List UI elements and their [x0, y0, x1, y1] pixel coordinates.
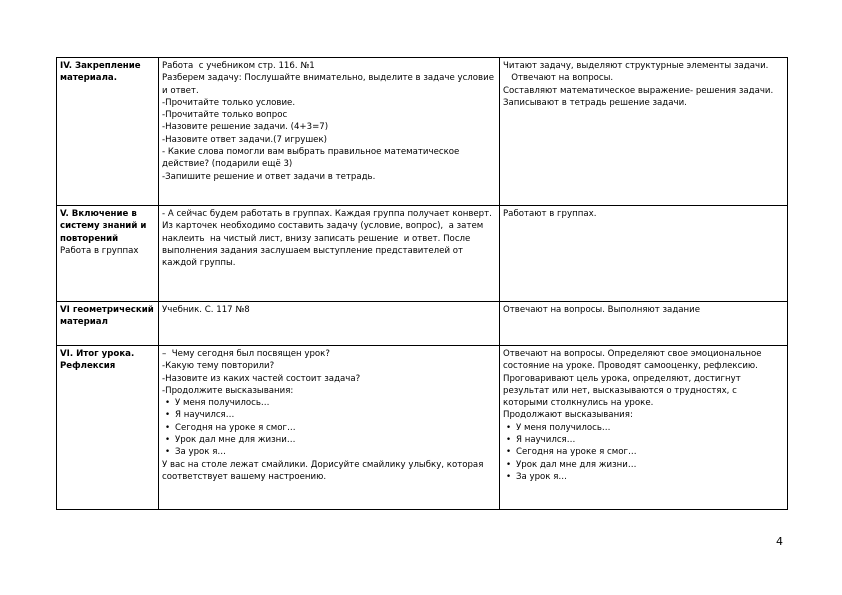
- teacher-text-line: -Прочитайте только условие.: [162, 97, 296, 108]
- stage-subtitle: Работа в группах: [60, 245, 139, 256]
- teacher-bullet-item: • Я научился…: [162, 409, 496, 421]
- student-text-line: Записывают в тетрадь решение задачи.: [503, 97, 687, 108]
- teacher-text-line: -Запишите решение и ответ задачи в тетрадь.: [162, 171, 376, 182]
- student-text-line: Работают в группах.: [503, 209, 597, 219]
- table-row: [57, 302, 788, 346]
- student-bullet-item: • Сегодня на уроке я смог…: [503, 446, 784, 458]
- student-text-line: Продолжают высказывания:: [503, 410, 633, 421]
- student-bullet-item: • Я научился…: [503, 434, 784, 446]
- table-row: [57, 346, 788, 510]
- teacher-text-line: -Прочитайте только вопрос: [162, 110, 288, 121]
- student-text-line: Читают задачу, выделяют структурные элементы задачи.: [503, 61, 769, 71]
- teacher-bullet-item: • За урок я…: [162, 446, 496, 458]
- student-bullet-item: • Урок дал мне для жизни…: [503, 459, 784, 471]
- teacher-activity-cell: [159, 58, 500, 206]
- table-row: [57, 206, 788, 302]
- student-activity-cell: [500, 302, 788, 346]
- page-number: 4: [776, 535, 783, 548]
- teacher-text-line: Учебник. С. 117 №8: [162, 305, 250, 315]
- stage-cell: [57, 346, 159, 510]
- student-activity-cell: [500, 58, 788, 206]
- teacher-activity-cell: [159, 302, 500, 346]
- teacher-text-line: - А сейчас будем работать в группах. Каждая группа получает конверт. Из карточек необходимо составить задачу (условие, вопрос), а затем наклеить на чистый лист, внизу записать решение и ответ. После выполнения задания заслушаем выступление представителей от каждой группы.: [162, 209, 495, 269]
- teacher-text-line: У вас на столе лежат смайлики. Дорисуйте смайлику улыбку, которая соответствует вашему настроению.: [162, 459, 487, 482]
- stage-title: VI геометрический материал: [60, 305, 157, 328]
- stage-title: V. Включение в систему знаний и повторений: [60, 209, 150, 244]
- table-body: [57, 58, 788, 510]
- teacher-text-line: Работа с учебником стр. 116. №1: [162, 61, 315, 71]
- teacher-text-line: -Продолжите высказывания:: [162, 385, 294, 396]
- teacher-text-line: -Назовите из каких частей состоит задача?: [162, 373, 361, 384]
- table-row: [57, 58, 788, 206]
- teacher-text-line: – Чему сегодня был посвящен урок?: [162, 349, 330, 359]
- student-activity-cell: [500, 206, 788, 302]
- teacher-bullet-item: • У меня получилось…: [162, 397, 496, 409]
- lesson-plan-table: [56, 57, 788, 510]
- teacher-text-line: Разберем задачу: Послушайте внимательно, выделите в задаче условие и ответ.: [162, 73, 497, 96]
- stage-title: VI. Итог урока. Рефлексия: [60, 349, 138, 372]
- student-activity-cell: [500, 346, 788, 510]
- teacher-text-line: - Какие слова помогли вам выбрать правильное математическое действие? (подарили ещё 3): [162, 147, 463, 170]
- student-text-line: Отвечают на вопросы.: [503, 73, 614, 84]
- student-text-line: Отвечают на вопросы. Выполняют задание: [503, 305, 701, 315]
- teacher-text-line: -Какую тему повторили?: [162, 361, 275, 372]
- teacher-text-line: -Назовите ответ задачи.(7 игрушек): [162, 134, 328, 145]
- student-text-line: Составляют математическое выражение- решения задачи.: [503, 85, 774, 96]
- teacher-text-line: -Назовите решение задачи. (4+3=7): [162, 122, 329, 133]
- teacher-bullet-item: • Урок дал мне для жизни…: [162, 434, 496, 446]
- teacher-activity-cell: [159, 346, 500, 510]
- stage-cell: [57, 206, 159, 302]
- student-bullet-item: • За урок я…: [503, 471, 784, 483]
- student-bullet-item: • У меня получилось…: [503, 422, 784, 434]
- student-text-line: Отвечают на вопросы. Определяют свое эмоциональное состояние на уроке. Проводят самооценку, рефлексию. Проговаривают цель урока, определяют, достигнут результат или нет, высказываются о трудностях, с которыми столкнулись на уроке.: [503, 349, 765, 409]
- stage-cell: [57, 302, 159, 346]
- teacher-bullet-item: • Сегодня на уроке я смог…: [162, 422, 496, 434]
- stage-cell: [57, 58, 159, 206]
- teacher-activity-cell: [159, 206, 500, 302]
- stage-title: IV. Закрепление материала.: [60, 61, 144, 84]
